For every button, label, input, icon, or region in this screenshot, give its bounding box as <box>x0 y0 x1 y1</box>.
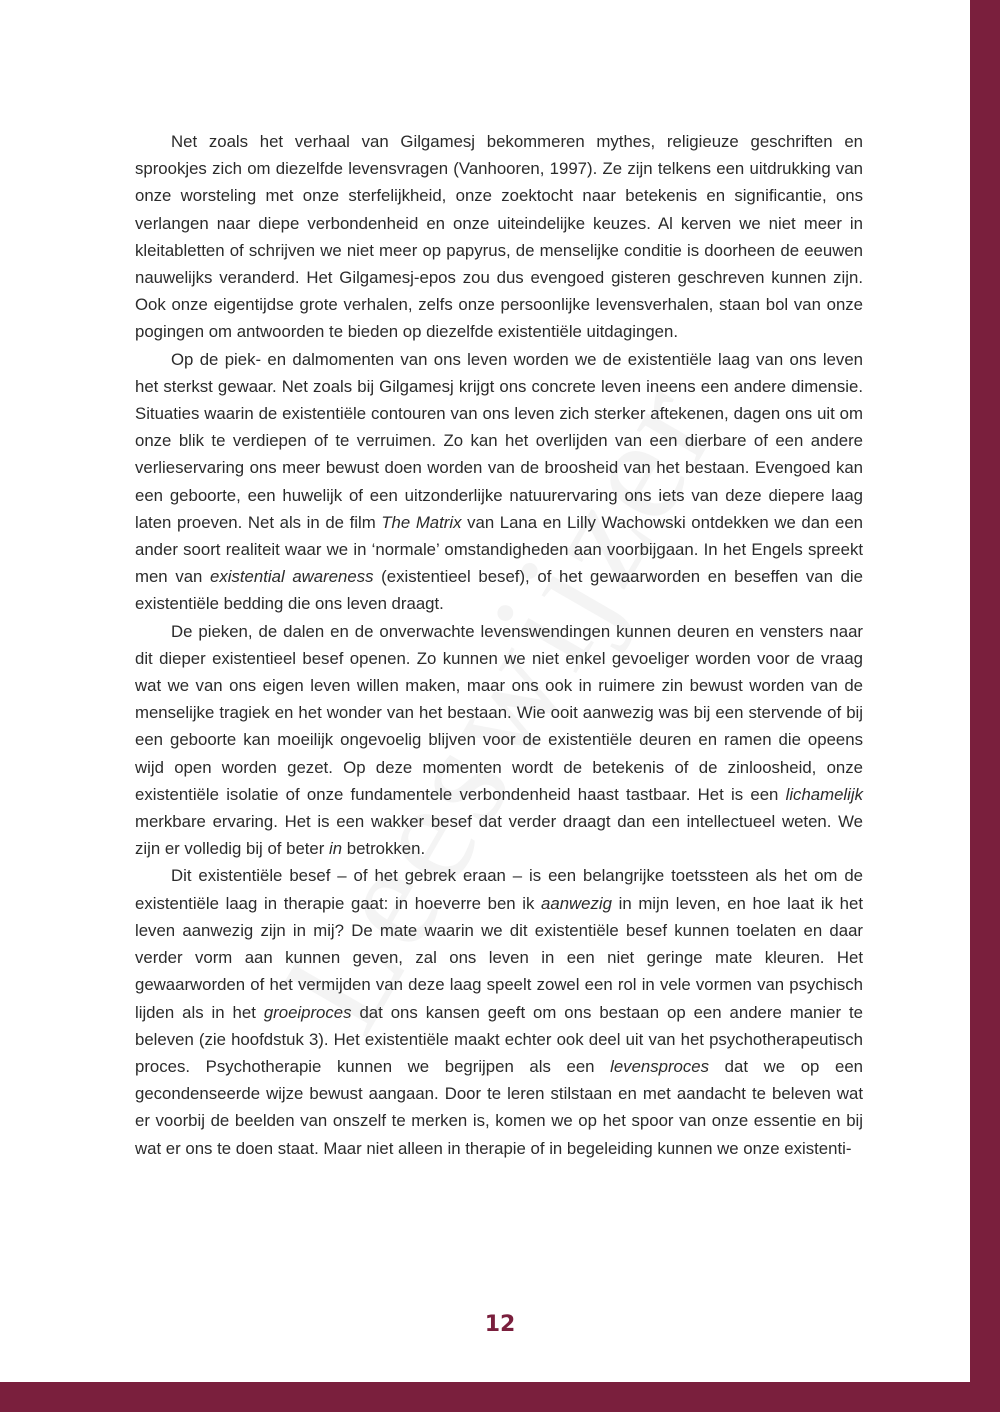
text-run: Op de piek- en dalmomenten van ons leven worden we de existentiële laag van ons leven het sterkst gewaar. Net zoals bij Gilgamesj krijgt ons concrete leven ineens een andere dimensie. Situaties waarin de existentiële contouren van ons leven zich sterker aftekenen, dagen ons uit om onze blik te verdiepen of te verruimen. Zo kan het overlijden van een dierbare of een andere verlieservaring ons meer bewust doen worden van de broosheid van het bestaan. Evengoed kan een geboorte, een huwelijk of een uitzonderlijke natuurervaring ons iets van deze diepere laag laten proeven. Net als in de film <box>135 349 863 532</box>
text-run: betrokken. <box>342 839 426 859</box>
paragraph <box>135 618 863 863</box>
text-run: Net zoals het verhaal van Gilgamesj bekommeren mythes, religieuze geschriften en sprookjes zich om diezelfde levensvragen (Vanhooren, 1997). Ze zijn telkens een uitdrukking van onze worsteling met onze sterfelijkheid, onze zoektocht naar betekenis en significantie, ons verlangen naar diepe verbondenheid en onze uiteindelijke keuzes. Al kerven we niet meer in kleitabletten of schrijven we niet meer op papyrus, de menselijke conditie is doorheen de eeuwen nauwelijks veranderd. Het Gilgamesj-epos zou dus evengoed gisteren geschreven kunnen zijn. Ook onze eigentijdse grote verhalen, zelfs onze persoonlijke levensverhalen, staan bol van onze pogingen om antwoorden te bieden op diezelfde existentiële uitdagingen. <box>135 132 863 342</box>
paragraph <box>135 862 863 1161</box>
emphasized-text: groeiproces <box>263 1002 352 1022</box>
text-run: merkbare ervaring. Het is een wakker besef dat verder draagt dan een intellectueel weten. We zijn er volledig bij of beter <box>135 812 863 859</box>
emphasized-text: The Matrix <box>381 512 462 532</box>
text-run: Dit existentiële besef – of het gebrek eraan – is een belangrijke toetssteen als het om de existentiële laag in therapie gaat: in hoeverre ben ik <box>135 866 863 913</box>
text-run: in mijn leven, en hoe laat ik het leven aanwezig zijn in mij? De mate waarin we dit existentiële besef kunnen toelaten en daar verder vorm aan kunnen geven, zal ons leven in een niet geringe mate kleuren. Het gewaarworden of het vermijden van deze laag speelt zowel een rol in vele vormen van psychisch lijden als in het <box>135 893 863 1022</box>
emphasized-text: levensproces <box>610 1056 710 1076</box>
text-run: De pieken, de dalen en de onverwachte levenswendingen kunnen deuren en vensters naar dit dieper existentieel besef openen. Zo kunnen we niet enkel gevoeliger worden voor de vraag wat we van ons eigen leven willen maken, maar ons ook in ruimere zin bewust worden van de menselijke tragiek en het wonder van het bestaan. Wie ooit aanwezig was bij een stervende of bij een geboorte kan moeilijk ongevoelig blijven voor de existentiële deuren en ramen die opeens wijd open worden gezet. Op deze momenten wordt de betekenis of de zinloosheid, onze existentiële isolatie of onze fundamentele verbondenheid haast tastbaar. Het is een <box>135 621 863 804</box>
paragraph <box>135 128 863 346</box>
paragraph <box>135 346 863 618</box>
emphasized-text: existential awareness <box>210 567 374 587</box>
text-run: dat ons kansen geeft om ons bestaan op een andere manier te beleven (zie hoofdstuk 3). Het existentiële maakt echter ook deel uit van het psychotherapeutisch proces. Psychotherapie kunnen we begrijpen als een <box>135 1002 863 1076</box>
text-run: (existentieel besef), of het gewaarworden en beseffen van die existentiële bedding die ons leven draagt. <box>135 567 863 614</box>
text-run: dat we op een gecondenseerde wijze bewust aangaan. Door te leren stilstaan en met aandacht te beleven wat er voorbij de beelden van onszelf te merken is, komen we op het spoor van onze essentie en bij wat er ons te doen staat. Maar niet alleen in therapie of in begeleiding kunnen we onze existenti- <box>135 1056 863 1158</box>
emphasized-text: aanwezig <box>541 893 612 913</box>
page-number: 12 <box>484 1312 516 1337</box>
body-text <box>135 128 863 1162</box>
emphasized-text: lichamelijk <box>785 784 863 804</box>
emphasized-text: in <box>329 839 343 859</box>
text-run: van Lana en Lilly Wachowski ontdekken we dan een ander soort realiteit waar we in ‘normale’ omstandigheden aan voorbijgaan. In het Engels spreekt men van <box>135 512 863 587</box>
